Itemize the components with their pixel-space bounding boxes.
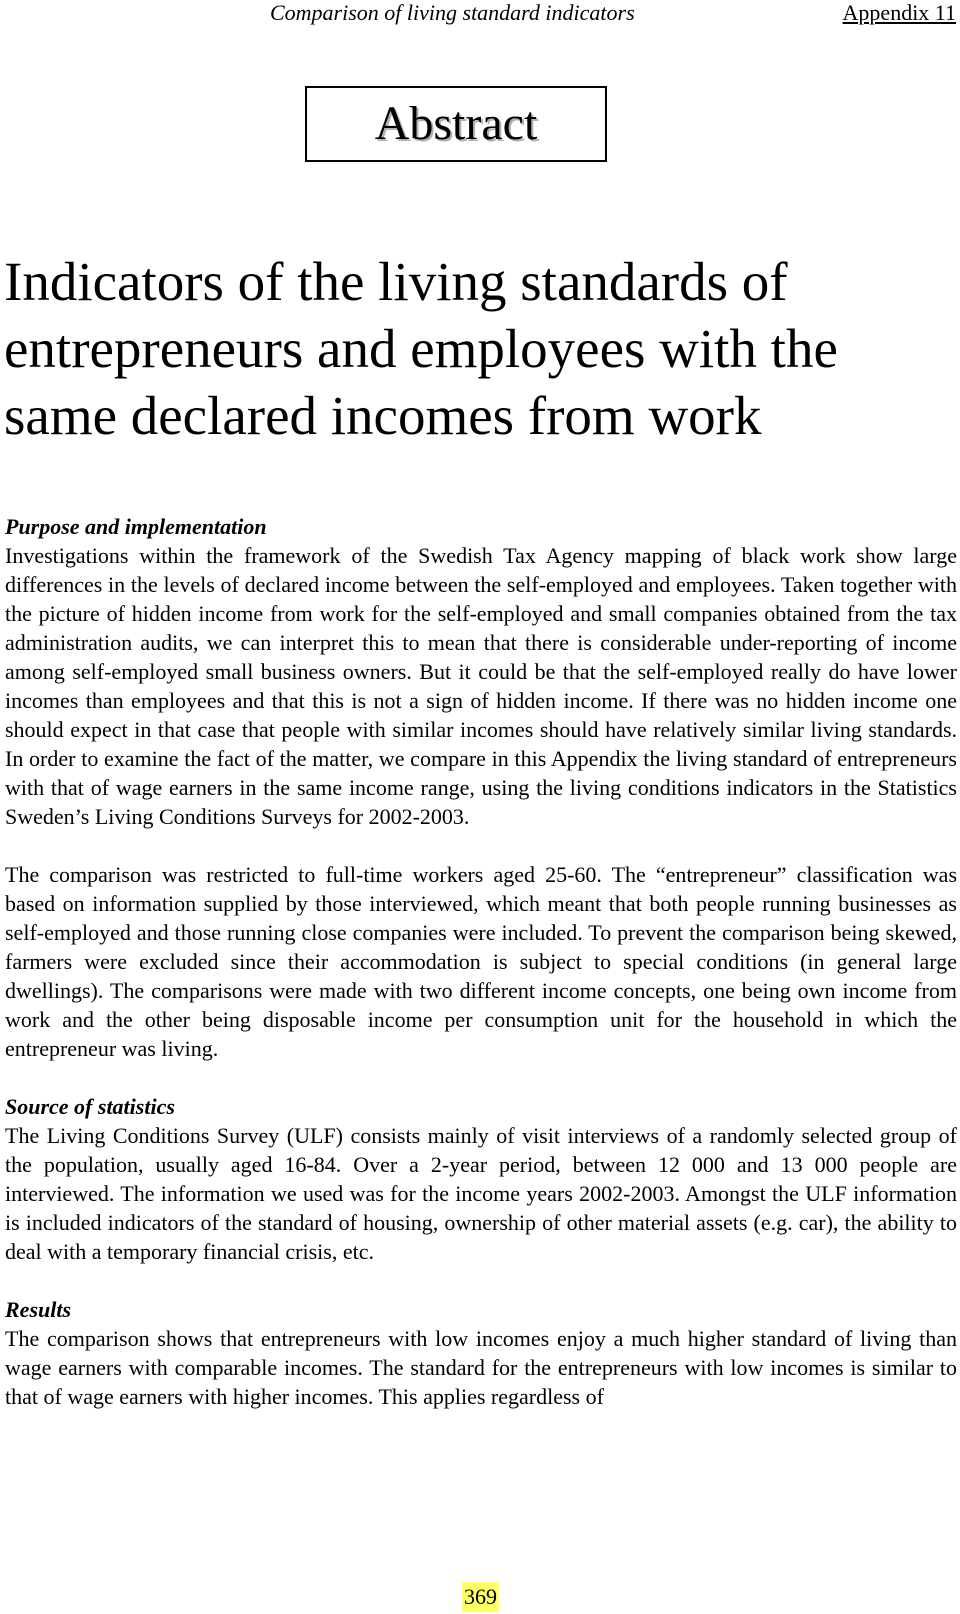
- page-number: 369: [462, 1582, 499, 1612]
- paragraph-gap: [5, 831, 957, 860]
- abstract-heading: Abstract: [374, 97, 538, 150]
- section-heading-source: Source of statistics: [5, 1094, 175, 1119]
- section-heading-results: Results: [5, 1297, 72, 1322]
- paragraph-gap: [5, 1063, 957, 1092]
- running-header: [0, 0, 960, 30]
- paragraph-source: The Living Conditions Survey (ULF) consists mainly of visit interviews of a randomly selected group of the population, usually aged 16-84. Over a 2-year period, between 12 000 and 13 000 people are interviewed. The information we used was for the income years 2002-2003. Amongst the ULF information is included indicators of the standard of housing, ownership of other material assets (e.g. car), the ability to deal with a temporary financial crisis, etc.: [5, 1123, 957, 1264]
- paragraph-purpose-2: The comparison was restricted to full-time workers aged 25-60. The “entrepreneur” classification was based on information supplied by those interviewed, which meant that both people running businesses as self-employed and those running close companies were included. To prevent the comparison being skewed, farmers were excluded since their accommodation is subject to special conditions (in general large dwellings). The comparisons were made with two different income concepts, one being own income from work and the other being disposable income per consumption unit for the household in which the entrepreneur was living.: [5, 862, 957, 1061]
- abstract-box: [305, 86, 607, 162]
- paragraph-gap: [5, 1266, 957, 1295]
- appendix-label: Appendix 11: [842, 0, 956, 25]
- document-body: [5, 512, 957, 1411]
- running-header-title: Comparison of living standard indicators: [270, 0, 635, 25]
- section-heading-purpose: Purpose and implementation: [5, 514, 267, 539]
- paragraph-results: The comparison shows that entrepreneurs with low incomes enjoy a much higher standard of living than wage earners with comparable incomes. The standard for the entrepreneurs with low incomes is similar to that of wage earners with higher incomes. This applies regardless of: [5, 1326, 957, 1409]
- document-title: Indicators of the living standards of entrepreneurs and employees with the same declared incomes from work: [4, 251, 838, 446]
- paragraph-purpose-1: Investigations within the framework of the Swedish Tax Agency mapping of black work show large differences in the levels of declared income between the self-employed and employees. Taken together with the picture of hidden income from work for the self-employed and small companies obtained from the tax administration audits, we can interpret this to mean that there is considerable under-reporting of income among self-employed small business owners. But it could be that the self-employed really do have lower incomes than employees and that this is not a sign of hidden income. If there was no hidden income one should expect in that case that people with similar incomes should have relatively similar living standards. In order to examine the fact of the matter, we compare in this Appendix the living standard of entrepreneurs with that of wage earners in the same income range, using the living conditions indicators in the Statistics Sweden’s Living Conditions Surveys for 2002-2003.: [5, 543, 957, 829]
